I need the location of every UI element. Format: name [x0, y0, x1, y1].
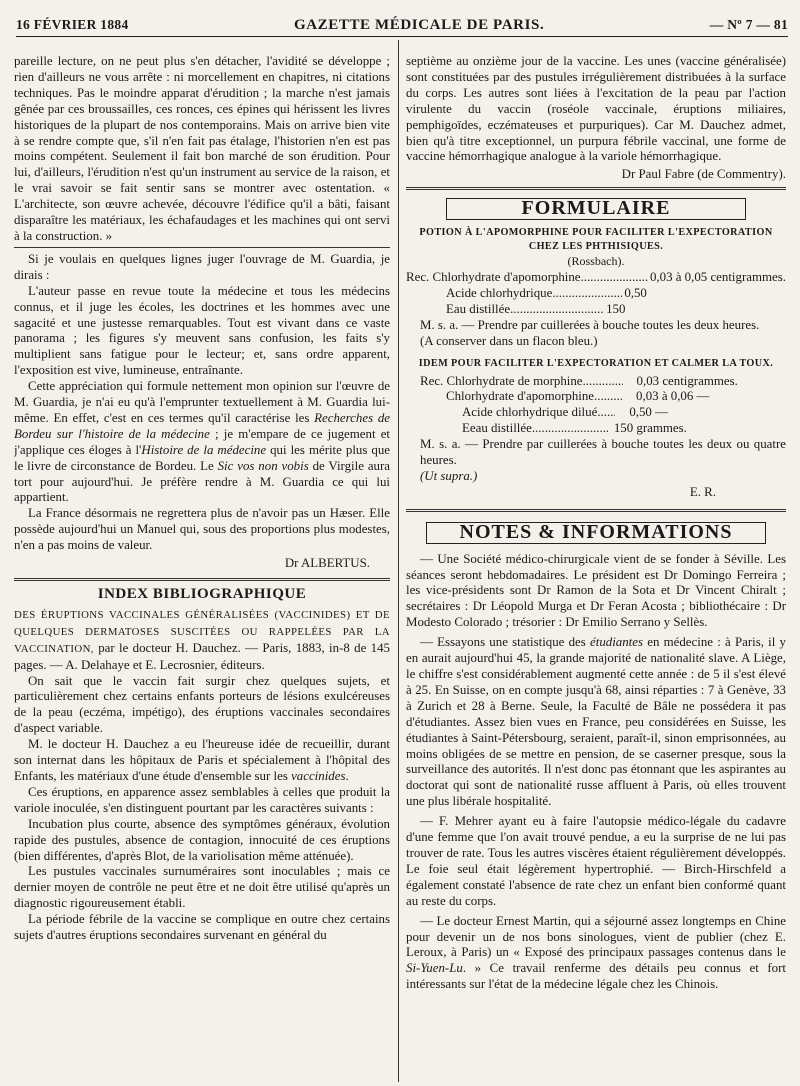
paragraph: Incubation plus courte, absence des symptômes généraux, évolution rapide des pustules, absence de contagion, innocuité de ces éruptions (bien différentes, d'après Blot, de la variolisation même atténuée).: [14, 816, 390, 863]
index-reference: DES ÉRUPTIONS VACCINALES GÉNÉRALISÉES (VACCINIDES) ET DE QUELQUES DERMATOSES SUSCITÉES OU RAPPELÉES PAR LA VACCINATION, par le docteur H. Dauchez. — Paris, 1883, in-8 de 145 pages. — A. Delahaye et E. Lecrosnier, éditeurs.: [14, 608, 390, 672]
signature-er: E. R.: [689, 484, 716, 499]
header-title: GAZETTE MÉDICALE DE PARIS.: [293, 16, 545, 33]
notes-title: NOTES & INFORMATIONS: [426, 522, 766, 544]
prescription-instructions: M. s. a. — Prendre par cuillerées à bouche toutes les deux ou quatre heures.: [420, 437, 786, 468]
header-number: — Nº 7 — 81: [709, 17, 788, 32]
signature-fabre: Dr Paul Fabre (de Commentry).: [621, 167, 786, 182]
prescription-line: Rec. Chlorhydrate de morphine ..... 0,03 centigrammes.: [406, 374, 786, 390]
prescription-line: Eau distillée ..... 150: [406, 302, 786, 318]
idem-title: IDEM POUR FACILITER L'EXPECTORATION ET CALMER LA TOUX.: [418, 357, 774, 369]
paragraph: Cette appréciation qui formule nettement mon opinion sur l'œuvre de M. Guardia, je n'ai eu qu'à l'emprunter textuellement à M. Guardia lui-même. En effet, c'est en ces termes qu'il caractérise les Recherches de Bordeu sur l'histoire de la médecine ; je m'empare de ce jugement et j'applique ces éloges à l'Histoire de la médecine qui les mérite plus que le livre de circonstance de Bordeu. Le Sic vos non vobis de Virgile aura tort pour aujourd'hui. Je préfère rendre à M. Guardia ce qui lui appartient.: [14, 379, 390, 505]
potion-author: (Rossbach).: [567, 254, 625, 269]
section-divider: [406, 509, 786, 512]
paragraph: M. le docteur H. Dauchez a eu l'heureuse idée de recueillir, durant son internat dans les hôpitaux de Paris et spécialement à l'hôpital des Enfants, les matériaux d'une étude d'ensemble sur les vaccinides.: [14, 737, 390, 783]
paragraph: La France désormais ne regrettera plus de n'avoir pas un Hæser. Elle possède aujourd'hui un Manuel qui, sous des proportions plus modestes, n'en a pas moins de valeur.: [14, 506, 390, 553]
running-header: [16, 14, 788, 37]
prescription-line: Rec. Chlorhydrate d'apomorphine ..... 0,03 à 0,05 centigrammes.: [406, 270, 786, 286]
prescription-2: [406, 374, 786, 438]
right-column: [406, 54, 786, 1080]
news-item: — Une Société médico-chirurgicale vient de se fonder à Séville. Les séances seront hebdomadaires. Le président est Dr Domingo Ferreira ; les vice-présidents sont Dr Ramon de la Sota et Dr Vincent Chiralt ; secrétaires : Dr Léopold Murga et Dr Feran Acosta ; bibliothécaire : Dr Modesto Colorado ; trésorier : Dr Emilio Serrano y Sellès.: [406, 551, 786, 630]
signature-albertus: Dr ALBERTUS.: [284, 556, 370, 571]
paragraph: pareille lecture, on ne peut plus s'en détacher, l'avidité se développe ; rien d'ailleurs ne vous arrête : ni morcellement en chapitres, ni citations techniques. Pas le moindre apparat d'érudition ; la marche n'est jamais gênée par ces broussailles, ces ronces, ces épines qui hérissent les livres historiques de la plupart de nos contemporains. Mais on arrive bien vite à se rendre compte que, s'il n'en fait pas étalage, l'historien n'en est pas moins compétent. Seulement il fait bon marché de son érudition. Pour lui, d'ailleurs, l'érudition n'est qu'un instrument au service de la raison, et le vrai savoir se fait sentir sans se montrer avec ostentation. « L'architecte, son œuvre achevée, découvre l'édifice qu'il a bâti, faisant disparaître les matériaux, les échafaudages et les machines qui ont servi à la construction. »: [14, 54, 390, 243]
news-item: — Essayons une statistique des étudiantes en médecine : à Paris, il y en aurait aujourd'hui 45, la grande majorité de nationalité slave. A Liège, le chiffre s'est considérablement augmenté cette année : de 5 il s'est élevé à 25. En Suisse, on en compte jusqu'à 68, ainsi réparties : 7 à Genève, 33 à Zurich et 28 à Berne. Seule, la Faculté de Bâle ne possédera it pas d'étudiantes. Assez bien vues en France, peu considérées en Suisse, les étudiantes à Saint-Pétersbourg, seraient, paraît-il, sinon emprisonnées, au moins obligées de se mettre en pension, de se caserner presque, sous la surveillance des autorités. Il n'est donc pas étonnant que les aspirantes au doctorat qui sont de nationalité russe affluent à Paris, où elles trouvent une plus libérale hospitalité.: [406, 635, 786, 809]
formulaire-title: FORMULAIRE: [446, 198, 746, 220]
paragraph: La période fébrile de la vaccine se complique en outre chez certains sujets d'autres éruptions secondaires survenant en général du: [14, 912, 390, 943]
prescription-line: Acide chlorhydrique dilué ..... 0,50 —: [406, 405, 786, 421]
potion-title: POTION À L'APOMORPHINE POUR FACILITER L'EXPECTORATION CHEZ LES PHTHISIQUES.: [419, 227, 773, 253]
prescription-line: Chlorhydrate d'apomorphine ..... 0,03 à 0,06 —: [406, 389, 786, 405]
paragraph: L'auteur passe en revue toute la médecine et tous les médecins connus, et il juge les écoles, les doctrines et les hommes avec une sagacité et une justesse remarquables. Tout est vivant dans ce vaste panorama ; les figures s'y meuvent sans confusion, les faits s'y multiplient sans fatigue pour le lecteur; et, sans ordre apparent, l'exposition est vive, lumineuse, entraînante.: [14, 283, 390, 378]
paragraph: Les pustules vaccinales surnuméraires sont inoculables ; mais ce dernier moyen de contrôle ne peut être et ne doit être utilisé qu'après un diagnostic rigoureusement établi.: [14, 864, 390, 911]
news-item: — Le docteur Ernest Martin, qui a séjourné assez longtemps en Chine pour devenir un de nos bons sinologues, vient de publier (chez E. Leroux, à Paris) un « Exposé des principaux passages contenus dans le Si-Yuen-Lu. » Ce travail renferme des détails peu connus et fort intéressants sur l'état de la médecine légale chez les Chinois.: [406, 913, 786, 992]
header-date: 16 FÉVRIER 1884: [16, 17, 129, 32]
news-item: — F. Mehrer ayant eu à faire l'autopsie médico-légale du cadavre d'une femme que l'on avait trouvé pendue, a eu la surprise de ne lui pas trouver de rate. Tous les autres viscères étaient régulièrement développés. Le foie seul était légèrement hypertrophié. — Birch-Hirschfeld a également constaté l'absence de rate chez un enfant bien conformé quant au reste du corps.: [406, 814, 786, 908]
index-title: INDEX BIBLIOGRAPHIQUE: [97, 586, 307, 602]
prescription-1: [406, 270, 786, 318]
prescription-note: (A conserver dans un flacon bleu.): [420, 333, 598, 348]
section-divider: [14, 578, 390, 581]
paragraph: septième au onzième jour de la vaccine. Les unes (vaccine généralisée) sont constituées par des pustules irrégulièrement distribuées à la surface du corps. Les autres sont liées à l'excitation de la peau par l'action virulente du vaccin (roséole vaccinale, éruptions miliaires, pemphigoïdes, eczémateuses et purpuriques). Car M. Dauchez admet, bien qu'à titre exceptionnel, un purpura fébrile vaccinal, une forme de vaccine hémorrhagique analogue à la variole hémorrhagique.: [406, 54, 786, 164]
prescription-instructions: M. s. a. — Prendre par cuillerées à bouche toutes les deux heures.: [420, 317, 760, 332]
paragraph: On sait que le vaccin fait surgir chez quelques sujets, et particulièrement chez certains enfants porteurs de lésions exulcéreuses de la peau (eczéma, impétigo), des éruptions vaccinales secondaires d'aspect variable.: [14, 673, 390, 736]
divider: [14, 247, 390, 248]
left-column: [14, 54, 390, 1080]
section-divider: [406, 187, 786, 190]
prescription-line: Acide chlorhydrique ..... 0,50: [406, 286, 786, 302]
column-divider: [398, 40, 399, 1082]
prescription-line: Eeau distillée ..... 150 grammes.: [406, 421, 786, 437]
prescription-note: (Ut supra.): [420, 468, 478, 483]
paragraph: Ces éruptions, en apparence assez semblables à celles que produit la variole inoculée, s'en distinguent pourtant par les caractères suivants :: [14, 784, 390, 815]
paragraph: Si je voulais en quelques lignes juger l'ouvrage de M. Guardia, je dirais :: [14, 251, 390, 282]
